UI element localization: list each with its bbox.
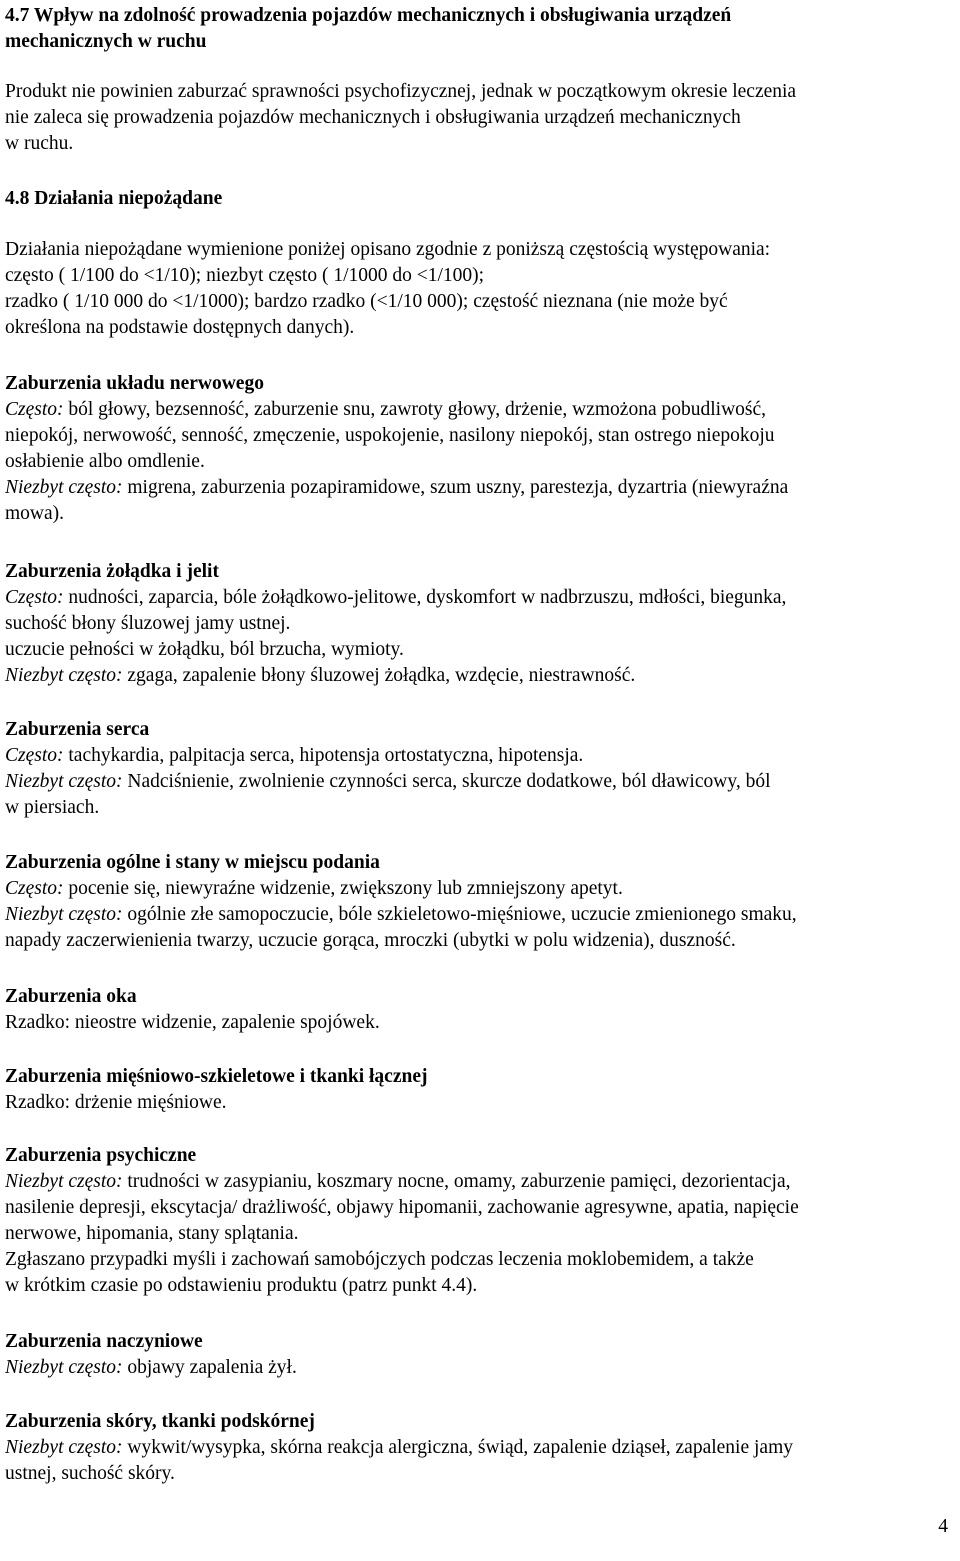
paragraph-line: napady zaczerwienienia twarzy, uczucie gorąca, mroczki (ubytki w polu widzenia), duszność. [5,930,736,951]
section-psychiatric [5,1143,799,1299]
paragraph-line [5,743,771,769]
paragraph-line: w krótkim czasie po odstawieniu produktu (patrz punkt 4.4). [5,1275,478,1296]
section-nervous-system [5,371,788,527]
paragraph-line: nie zaleca się prowadzenia pojazdów mechanicznych i obsługiwania urządzeń mechanicznych [5,107,741,128]
paragraph-line: niepokój, nerwowość, senność, zmęczenie, uspokojenie, nasilony niepokój, stan ostrego niepokoju [5,425,775,446]
paragraph-line [5,1169,799,1195]
frequency-label: Niezbyt często: [5,665,123,686]
effects-text: nudności, zaparcia, bóle żołądkowo-jelitowe, dyskomfort w nadbrzuszu, mdłości, biegunka, [63,587,787,608]
paragraph-line: suchość błony śluzowej jamy ustnej. [5,613,291,634]
section-4-7-title-line-2: mechanicznych w ruchu [5,31,207,52]
section-vascular [5,1329,297,1381]
frequency-label: Niezbyt często: [5,477,123,498]
section-4-7-paragraph [5,79,796,157]
effects-text: tachykardia, palpitacja serca, hipotensja ortostatyczna, hipotensja. [63,745,584,766]
section-skin [5,1409,793,1487]
frequency-label: Niezbyt często: [5,771,123,792]
paragraph-line: nasilenie depresji, ekscytacja/ drażliwość, objawy hipomanii, zachowanie agresywne, apatia, napięcie [5,1197,799,1218]
section-heading: Zaburzenia mięśniowo-szkieletowe i tkanki łącznej [5,1066,428,1087]
paragraph-line [5,1355,297,1381]
effects-text: objawy zapalenia żył. [122,1357,297,1378]
section-eye [5,984,380,1036]
frequency-label: Często: [5,399,64,420]
section-heading: Zaburzenia skóry, tkanki podskórnej [5,1411,315,1432]
paragraph-line [5,1435,793,1461]
frequency-label: Niezbyt często: [5,1171,123,1192]
effects-text: zgaga, zapalenie błony śluzowej żołądka, wzdęcie, niestrawność. [122,665,636,686]
paragraph-line: ustnej, suchość skóry. [5,1463,175,1484]
section-heading: Zaburzenia serca [5,719,150,740]
paragraph-line: w ruchu. [5,133,74,154]
paragraph-line [5,475,788,501]
section-general-disorders [5,850,797,954]
paragraph-line [5,902,797,928]
effects-text: trudności w zasypianiu, koszmary nocne, omamy, zaburzenie pamięci, dezorientacja, [122,1171,791,1192]
paragraph-line: Zgłaszano przypadki myśli i zachowań samobójczych podczas leczenia moklobemidem, a także [5,1249,754,1270]
paragraph-line: określona na podstawie dostępnych danych). [5,317,355,338]
section-heading: Zaburzenia żołądka i jelit [5,561,219,582]
section-gastrointestinal [5,559,786,689]
effects-text: ogólnie złe samopoczucie, bóle szkieletowo-mięśniowe, uczucie zmienionego smaku, [122,904,797,925]
frequency-label: Niezbyt często: [5,1437,123,1458]
frequency-intro [5,237,770,341]
paragraph-line: osłabienie albo omdlenie. [5,451,205,472]
paragraph-line: Rzadko: drżenie mięśniowe. [5,1092,227,1113]
frequency-label: Często: [5,878,64,899]
paragraph-line [5,663,786,689]
paragraph-line: Działania niepożądane wymienione poniżej opisano zgodnie z poniższą częstością występowania: [5,239,771,260]
paragraph-line: Rzadko: nieostre widzenie, zapalenie spojówek. [5,1012,380,1033]
frequency-label: Niezbyt często: [5,1357,123,1378]
paragraph-line [5,876,797,902]
paragraph-line [5,397,788,423]
effects-text: migrena, zaburzenia pozapiramidowe, szum uszny, parestezja, dyzartria (niewyraźna [122,477,789,498]
paragraph-line: mowa). [5,503,65,524]
section-heading: Zaburzenia układu nerwowego [5,373,264,394]
section-heading: Zaburzenia naczyniowe [5,1331,203,1352]
section-heading: Zaburzenia psychiczne [5,1145,197,1166]
paragraph-line: uczucie pełności w żołądku, ból brzucha, wymioty. [5,639,404,660]
section-heading: Zaburzenia oka [5,986,137,1007]
effects-text: ból głowy, bezsenność, zaburzenie snu, zawroty głowy, drżenie, wzmożona pobudliwość, [63,399,767,420]
paragraph-line: w piersiach. [5,797,100,818]
section-4-7-title-line-1: 4.7 Wpływ na zdolność prowadzenia pojazdów mechanicznych i obsługiwania urządzeń [5,5,732,26]
paragraph-line: nerwowe, hipomania, stany splątania. [5,1223,299,1244]
paragraph-line: Produkt nie powinien zaburzać sprawności psychofizycznej, jednak w początkowym okresie leczenia [5,81,797,102]
frequency-label: Niezbyt często: [5,904,123,925]
effects-text: wykwit/wysypka, skórna reakcja alergiczna, świąd, zapalenie dziąseł, zapalenie jamy [122,1437,793,1458]
paragraph-line [5,769,771,795]
section-4-8-title [5,186,222,212]
paragraph-line: rzadko ( 1/10 000 do <1/1000); bardzo rzadko (<1/10 000); częstość nieznana (nie może być [5,291,728,312]
page-number: 4 [938,1516,948,1537]
section-cardiac [5,717,771,821]
section-4-8-heading: 4.8 Działania niepożądane [5,188,223,209]
paragraph-line: często ( 1/100 do <1/10); niezbyt często ( 1/1000 do <1/100); [5,265,485,286]
section-4-7 [5,3,731,55]
section-musculoskeletal [5,1064,427,1116]
frequency-label: Często: [5,587,64,608]
paragraph-line [5,585,786,611]
effects-text: pocenie się, niewyraźne widzenie, zwiększony lub zmniejszony apetyt. [63,878,623,899]
section-heading: Zaburzenia ogólne i stany w miejscu podania [5,852,380,873]
frequency-label: Często: [5,745,64,766]
effects-text: Nadciśnienie, zwolnienie czynności serca, skurcze dodatkowe, ból dławicowy, ból [122,771,771,792]
